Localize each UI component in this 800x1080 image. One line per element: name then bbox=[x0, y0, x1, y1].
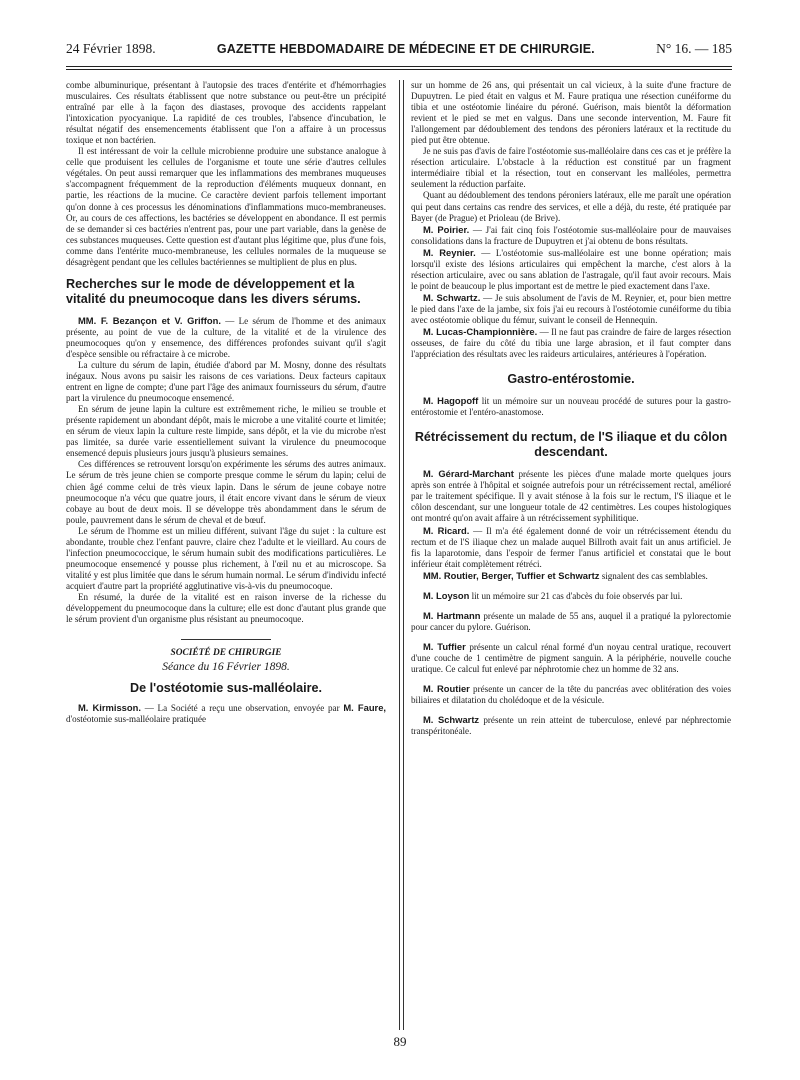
paragraph: En résumé, la durée de la vitalité est en raison inverse de la richesse du développement du pneumocoque dans la culture; elle est donc d'autant plus grande que le sérum provient d'un organisme plus résistant au pneumocoque. bbox=[66, 591, 386, 625]
paragraph bbox=[411, 590, 731, 602]
paragraph-text: lit un mémoire sur un nouveau procédé de sutures pour la gastro-entérostomie et l'entéro-anastomose. bbox=[411, 396, 731, 418]
session-date: Séance du 16 Février 1898. bbox=[162, 661, 290, 674]
speaker-name: M. Ricard. bbox=[423, 524, 470, 536]
header-rule bbox=[66, 66, 732, 67]
paragraph bbox=[411, 641, 731, 675]
speaker-name: M. Reynier. bbox=[423, 246, 476, 258]
paragraph: combe albuminurique, présentant à l'autopsie des traces d'entérite et d'hémorrhagies musculaires. Ces résultats établissent que notre substance ou peut-être un précipité entraîné par elle à la façon des diastases, provoque des accidents rappelant l'intoxication pyocyanique. La rapidité de ces troubles, l'absence d'incubation, le résultat négatif des ensemencements établissent que l'on a affaire à un processus toxique et non bactérien. bbox=[66, 80, 386, 146]
paragraph-text: — L'ostéotomie sus-malléolaire est une bonne opération; mais lorsqu'il existe des lésions articulaires qui empêchent la marche, c'est alors à la résection articulaire, avec ou sans ablation de l'astragale, qu'il faut avoir recours. Mais le point de beaucoup le plus important est de mettre le pied exactement dans l'axe. bbox=[411, 247, 731, 291]
paragraph-text: — Le sérum de l'homme et des animaux présente, au point de vue de la culture, de la vitalité et de la virulence des pneumocoques qu'on y ensemence, des différences profondes suivant qu'il s'agit d'espèce sensible ou réfractaire à ce microbe. bbox=[66, 315, 386, 359]
right-column bbox=[411, 80, 731, 737]
speaker-name: M. Tuffier bbox=[423, 640, 466, 652]
paragraph-text: — J'ai fait cinq fois l'ostéotomie sus-malléolaire pour de mauvaises consolidations dans la fracture de Dupuytren et j'ai obtenu de bons résultats. bbox=[411, 224, 731, 246]
section-heading: Recherches sur le mode de développement et la vitalité du pneumocoque dans les divers sérums. bbox=[66, 276, 361, 306]
header-page-number: N° 16. — 185 bbox=[656, 41, 732, 56]
speaker-name: M. Hartmann bbox=[423, 609, 481, 621]
paragraph-text: d'ostéotomie sus-malléolaire pratiquée bbox=[66, 714, 207, 725]
paragraph bbox=[411, 610, 731, 633]
column-divider bbox=[399, 80, 400, 1030]
header-rule-2 bbox=[66, 69, 732, 70]
page-header bbox=[66, 41, 732, 63]
paragraph-text: présente les pièces d'une malade morte quelques jours après son entrée à l'hôpital et soignée autrefois pour un rétrécissement rectal, amélioré par le traitement spécifique. Il y avait sténose à la fois sur le rectum, l'S iliaque et le côlon descendant, sur une longueur totale de 42 centimètres. Les coupes histologiques ont montré qu'on avait affaire à un rétrécissement syphilitique. bbox=[411, 469, 731, 524]
paragraph-text: — Je suis absolument de l'avis de M. Reynier, et, pour bien mettre le pied dans l'axe de la jambe, six fois j'ai eu recours à l'ostéotomie cunéiforme du tibia avec ostéotomie oblique du fémur, suivant le conseil de Hennequin. bbox=[411, 292, 732, 325]
paragraph bbox=[411, 395, 731, 418]
paragraph: Il est intéressant de voir la cellule microbienne produire une substance analogue à celle que produisent les cellules de l'organisme et toute une série d'autres cellules végétales. On peut aussi remarquer que les inflammations des membranes muqueuses s'accompagnent fréquemment de la reproduction d'éléments muqueux donnant, en partie, les réactions de la mucine. Ce caractère devient parfois tellement important qu'on donne à ces processus les dénominations d'inflammations muco-membraneuses. Or, au cours de ces affections, les bactéries se développent en abondance. Il est permis de se demander si ces bactéries n'entrent pas, pour une part variable, dans la genèse de ces substances muqueuses. Cette question est d'autant plus légitime que, plus d'une fois, comme dans l'entérite muco-membraneuse, les cellules normales de la muqueuse se désagrègent pendant que les cellules bactériennes se multiplient de plus en plus. bbox=[66, 146, 386, 267]
section-heading: De l'ostéotomie sus-malléolaire. bbox=[130, 681, 322, 696]
speaker-name: M. Kirmisson. bbox=[78, 702, 141, 714]
section-heading: Rétrécissement du rectum, de l'S iliaque et du côlon descendant. bbox=[414, 430, 728, 460]
left-column bbox=[66, 80, 386, 725]
header-title: GAZETTE HEBDOMADAIRE DE MÉDECINE ET DE CHIRURGIE. bbox=[216, 42, 595, 56]
speaker-name: M. Loyson bbox=[423, 589, 470, 601]
speaker-name: M. Gérard-Marchant bbox=[423, 468, 514, 480]
paragraph-text: présente un calcul rénal formé d'un noyau central uratique, recouvert d'une couche de 1 centimètre de pigment sanguin. A la périphérie, nouvelle couche uratique. Ce calcul fut enlevé par néphrotomie chez un homme de 32 ans. bbox=[411, 641, 731, 674]
society-title: SOCIÉTÉ DE CHIRURGIE bbox=[170, 648, 282, 659]
paragraph bbox=[411, 468, 731, 524]
paragraph bbox=[411, 525, 731, 570]
header-date: 24 Février 1898. bbox=[66, 41, 156, 56]
paragraph-text: présente un rein atteint de tuberculose, enlevé par néphrectomie transpéritonéale. bbox=[411, 715, 731, 737]
paragraph bbox=[411, 683, 731, 706]
paragraph bbox=[411, 714, 731, 737]
paragraph bbox=[411, 247, 731, 292]
paragraph-text: présente un cancer de la tête du pancréas avec oblitération des voies biliaires et dilatation du cholédoque et de la vésicule. bbox=[411, 684, 731, 706]
paragraph-text: lit un mémoire sur 21 cas d'abcès du foie observés par lui. bbox=[469, 590, 683, 601]
paragraph: Je ne suis pas d'avis de faire l'ostéotomie sus-malléolaire dans ces cas et je préfère la résection articulaire. L'obstacle à la réduction est constitué par un fragment intermédiaire tibial et la résection, tout en conservant les malléoles, permettra seulement la réduction parfaite. bbox=[411, 146, 731, 190]
speaker-name: M. Routier bbox=[423, 683, 470, 695]
paragraph-text: signalent des cas semblables. bbox=[599, 570, 708, 581]
speaker-name: MM. Routier, Berger, Tuffier et Schwartz bbox=[423, 569, 600, 581]
speaker-name: M. Hagopoff bbox=[423, 395, 479, 407]
speaker-name: M. Faure, bbox=[343, 702, 387, 714]
author-names: MM. F. Bezançon et V. Griffon. bbox=[78, 314, 221, 326]
section-heading: Gastro-entérostomie. bbox=[507, 372, 635, 387]
paragraph: Le sérum de l'homme est un milieu différent, suivant l'âge du sujet : la culture est abondante, trouble chez l'enfant pauvre, claire chez l'adulte et le vieillard. Au cours de l'infection pneumococcique, le sérum humain subit des modifications particulières. Le pneumocoque ensemencé y pousse plus richement, à l'œil nu et au microscope. Sa vitalité y est plus limitée que dans le sérum humain normal. Le sérum d'individu infecté acquiert d'autre part la propriété agglutinative vis-à-vis du pneumocoque. bbox=[66, 525, 386, 591]
paragraph: Ces différences se retrouvent lorsqu'on expérimente les sérums des autres animaux. Le sérum de très jeune chien se comporte presque comme le sérum du lapin; celui de chien âgé comme celui de très vieux lapin. Dans le sérum de jeune cobaye notre pneumocoque n'a vécu que quatre jours, il était encore vivant dans le sérum de vieux cobaye au bout de deux mois. Il se développe très abondamment dans le sérum de poule, pauvrement dans le sérum de cheval et de bœuf. bbox=[66, 459, 386, 525]
paragraph: Quant au dédoublement des tendons péroniers latéraux, elle me paraît une opération qui peut dans certains cas rendre des services, et elle a déjà, du reste, été pratiquée par Bayer (de Prague) et Prioleau (de Brive). bbox=[411, 190, 731, 223]
paragraph bbox=[411, 224, 731, 247]
paragraph: La culture du sérum de lapin, étudiée d'abord par M. Mosny, donne des résultats inégaux. Nous avons pu saisir les raisons de ces variations. Deux facteurs capitaux entrent en ligne de compte; d'une part l'âge des animaux fournisseurs du sérum, d'autre part la virulence du pneumocoque ensemencé. bbox=[66, 359, 386, 404]
paragraph-text: — Il m'a été également donné de voir un rétrécissement étendu du rectum et de l'S iliaque chez un malade auquel Billroth avait fait un anus artificiel. Je fis la laparotomie, dans l'espoir de fermer l'anus artificiel et constatai que le bout inférieur était complètement rétréci. bbox=[411, 525, 731, 569]
paragraph bbox=[411, 292, 731, 326]
speaker-name: M. Schwartz bbox=[423, 714, 480, 726]
folio-number: 89 bbox=[393, 1034, 407, 1049]
paragraph bbox=[66, 702, 386, 725]
speaker-name: M. Schwartz. bbox=[423, 291, 481, 303]
paragraph: En sérum de jeune lapin la culture est extrêmement riche, le milieu se trouble et présente rapidement un abondant dépôt, mais le microbe a une vitalité courte et limitée; en sérum de vieux lapin la culture reste limpide, sans dépôt, et la vie du microbe n'est pas limitée, sa durée varie essentiellement suivant la virulence du pneumocoque ensemencé depuis plusieurs jours jusqu'à plusieurs semaines. bbox=[66, 404, 386, 459]
paragraph: sur un homme de 26 ans, qui présentait un cal vicieux, à la suite d'une fracture de Dupuytren. Le pied était en valgus et M. Faure pratiqua une résection cunéiforme du tibia et une ostéotomie linéaire du péroné. Guérison, mais bientôt la déformation revient et le pied se met en valgus. Dans une seconde intervention, M. Faure fit l'allongement par dédoublement des tendons des péroniers latéraux et la rectitude du pied put être obtenue. bbox=[411, 80, 731, 146]
paragraph-text: — Il ne faut pas craindre de faire de larges résection osseuses, de faire du côté du tibia une large abrasion, et il faut compter dans l'appréciation des résultats avec les raideurs articulaires, antérieures à l'opération. bbox=[411, 327, 731, 360]
paragraph-text: — La Société a reçu une observation, envoyée par bbox=[140, 703, 344, 714]
speaker-name: M. Poirier. bbox=[423, 223, 470, 235]
paragraph bbox=[411, 326, 731, 360]
paragraph-text: présente un malade de 55 ans, auquel il a pratiqué la pylorectomie pour cancer du pylore. Guérison. bbox=[411, 610, 731, 632]
speaker-name: M. Lucas-Championnière. bbox=[423, 326, 538, 338]
paragraph bbox=[66, 315, 386, 360]
paragraph bbox=[411, 570, 731, 582]
column-divider-2 bbox=[403, 80, 404, 1030]
